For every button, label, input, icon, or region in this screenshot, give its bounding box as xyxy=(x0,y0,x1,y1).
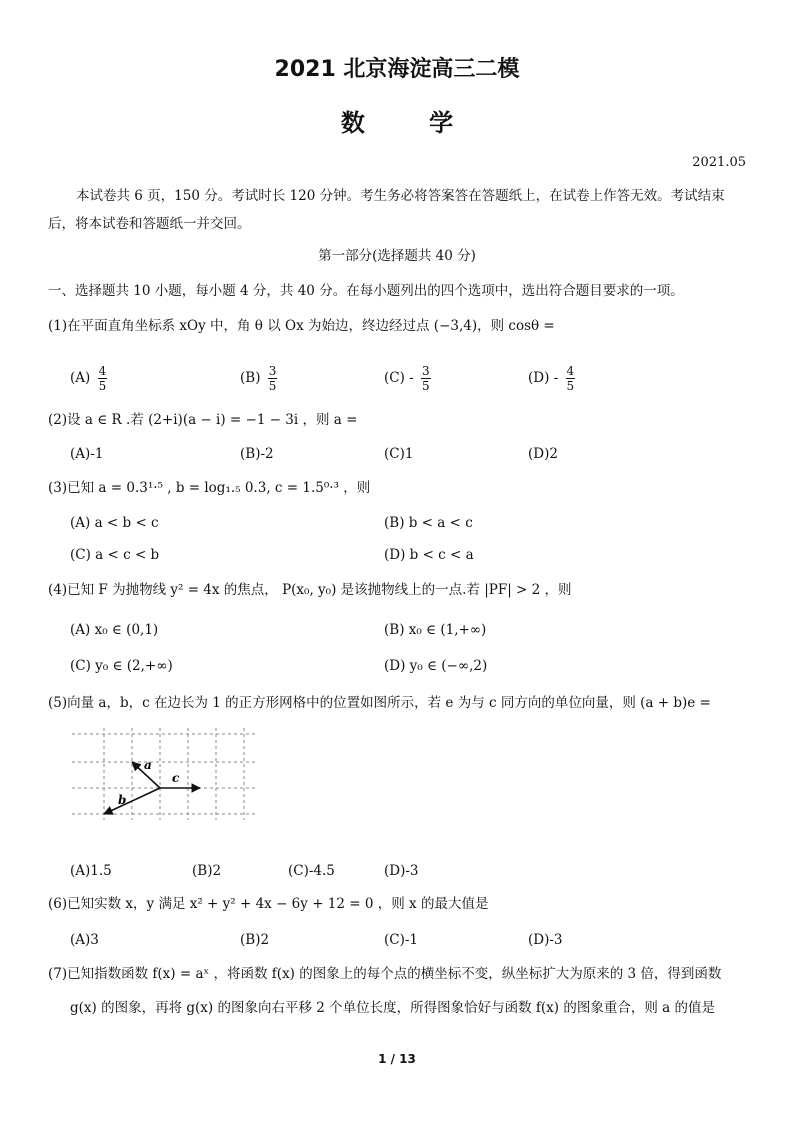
question-1-stem: (1)在平面直角坐标系 xOy 中，角 θ 以 Ox 为始边，终边经过点 (−3,4)，则 cosθ = xyxy=(48,318,555,334)
question-7-line-1: (7)已知指数函数 f(x) = aˣ ，将函数 f(x) 的图象上的每个点的横坐标不变，纵坐标扩大为原来的 3 倍，得到函数 xyxy=(48,966,722,982)
grid-lines xyxy=(72,728,258,820)
exam-date: 2021.05 xyxy=(692,155,746,170)
vector-b-label: b xyxy=(118,793,127,807)
section-heading: 一、选择题共 10 小题，每小题 4 分，共 40 分。在每小题列出的四个选项中，选出符合题目要求的一项。 xyxy=(48,283,684,299)
q1-option-a-label: (A) xyxy=(70,370,91,386)
q5-option-a: (A)1.5 xyxy=(70,863,112,879)
q4-option-a: (A) x₀ ∈ (0,1) xyxy=(70,622,159,638)
q3-option-d: (D) b < c < a xyxy=(384,547,474,563)
vector-b-arrow xyxy=(104,788,160,814)
q6-option-b: (B)2 xyxy=(240,932,270,948)
question-2-stem: (2)设 a ∈ R .若 (2+i)(a − i) = −1 − 3i ，则 a = xyxy=(48,412,358,428)
q2-option-c: (C)1 xyxy=(384,446,414,462)
q5-option-c: (C)-4.5 xyxy=(288,863,335,879)
question-7-line-2: g(x) 的图象，再将 g(x) 的图象向右平移 2 个单位长度，所得图象恰好与函数 f(x) 的图象重合，则 a 的值是 xyxy=(70,1000,715,1016)
q3-option-a: (A) a < b < c xyxy=(70,515,159,531)
q1-option-c xyxy=(384,364,431,393)
q1-option-d-fraction: $\frac{4}{5}$ xyxy=(566,364,575,393)
exam-title: 2021 北京海淀高三二模 xyxy=(274,57,520,82)
q5-option-b: (B)2 xyxy=(192,863,222,879)
vector-c-label: c xyxy=(172,771,180,785)
vector-a-label: a xyxy=(144,758,152,772)
q1-option-c-label: (C) - xyxy=(384,370,414,386)
q1-option-b-label: (B) xyxy=(240,370,261,386)
q2-option-b: (B)-2 xyxy=(240,446,274,462)
part-heading: 第一部分(选择题共 40 分) xyxy=(318,248,476,264)
q4-option-c: (C) y₀ ∈ (2,+∞) xyxy=(70,658,173,674)
q6-option-c: (C)-1 xyxy=(384,932,419,948)
q5-option-d: (D)-3 xyxy=(384,863,419,879)
q4-option-d: (D) y₀ ∈ (−∞,2) xyxy=(384,658,488,674)
question-6-stem: (6)已知实数 x，y 满足 x² + y² + 4x − 6y + 12 = 0 ，则 x 的最大值是 xyxy=(48,896,489,912)
q1-option-d xyxy=(528,364,575,393)
q1-option-c-fraction: $\frac{3}{5}$ xyxy=(422,364,430,393)
subject-title: 数 学 xyxy=(340,109,482,137)
page-number: 1 / 13 xyxy=(378,1052,416,1066)
q2-option-a: (A)-1 xyxy=(70,446,104,462)
question-3-stem: (3)已知 a = 0.3¹·⁵ , b = log₁.₅ 0.3, c = 1.5⁰·³ ，则 xyxy=(48,480,371,496)
q4-option-b: (B) x₀ ∈ (1,+∞) xyxy=(384,622,487,638)
q3-option-c: (C) a < c < b xyxy=(70,547,160,563)
instructions: 本试卷共 6 页，150 分。考试时长 120 分钟。考生务必将答案答在答题纸上，在试卷上作答无效。考试结束后，将本试卷和答题纸一并交回。 xyxy=(48,188,725,232)
question-5-stem: (5)向量 a，b，c 在边长为 1 的正方形网格中的位置如图所示，若 e 为与 c 同方向的单位向量，则 (a + b)e = xyxy=(48,695,711,711)
q6-option-a: (A)3 xyxy=(70,932,99,948)
q6-option-d: (D)-3 xyxy=(528,932,563,948)
q2-option-d: (D)2 xyxy=(528,446,558,462)
q1-option-a xyxy=(70,364,107,393)
q1-option-b xyxy=(240,364,277,393)
vector-grid-figure xyxy=(70,726,260,822)
q1-option-d-label: (D) - xyxy=(528,370,559,386)
q3-option-b: (B) b < a < c xyxy=(384,515,473,531)
question-4-stem: (4)已知 F 为抛物线 y² = 4x 的焦点， P(x₀, y₀) 是该抛物线上的一点.若 |PF| > 2 ，则 xyxy=(48,582,572,598)
q1-option-b-fraction: $\frac{3}{5}$ xyxy=(268,364,277,393)
q1-option-a-fraction: $\frac{4}{5}$ xyxy=(98,364,107,393)
